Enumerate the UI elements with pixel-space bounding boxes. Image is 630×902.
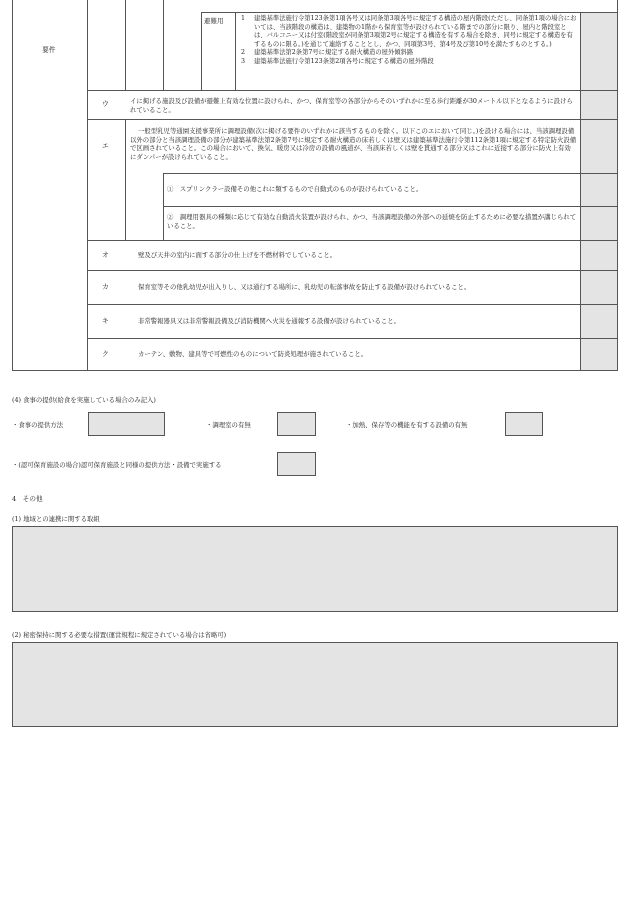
community-label: (1) 地域との連携に関する取組 — [12, 515, 100, 523]
privacy-field[interactable] — [12, 642, 618, 727]
meal-heading: (4) 食事の提供(給食を実施している場合のみ記入) — [12, 396, 156, 404]
item-text: 建築基準法施行令第123条第1項各号又は同条第3項各号に規定する構造の屋内階段(ただし、同条第1項の場合においては、当該階段の構造は、建築物の1階から保育室等が設けられている階までの部分に限り、屋内と階段室とは、バルコニー又は付室(階段室が同条第3項第2号に規定する構造を有する場合を除き、同号に規定する構造を有するものに限る。)を通じて連絡することとし、かつ、同項第3号、第4号及び第10号を満たすものとする。) — [254, 15, 577, 48]
row-text-u: イに掲げる施設及び設備が避難上有効な位置に設けられ、かつ、保育室等の各部分からそのいずれかに至る歩行距離が30メートル以下となるように設けられていること。 — [130, 97, 573, 114]
sub-text: スプリンクラー設備その他これに類するもので自動式のものが設けられていること。 — [179, 185, 423, 193]
row-e2 — [167, 213, 577, 230]
heating-label: ・加熱、保存等の機能を有する設備の有無 — [346, 421, 468, 429]
row-label-o: オ — [102, 251, 109, 259]
community-field[interactable] — [12, 526, 618, 612]
heating-field[interactable] — [505, 412, 543, 436]
row-text-ku: カーテン、敷物、建具等で可燃性のものについて防炎処理が施されていること。 — [138, 350, 368, 358]
certified-field[interactable] — [277, 452, 316, 476]
meal-method-field[interactable] — [88, 412, 165, 436]
item-text: 建築基準法施行令第123条第2項各号に規定する構造の屋外階段 — [254, 57, 434, 65]
evacuation-items — [241, 15, 577, 67]
row-label-ka: カ — [102, 283, 109, 291]
check-column[interactable] — [580, 12, 618, 370]
sub-number: ① — [167, 185, 174, 193]
other-heading: 4 その他 — [12, 495, 43, 503]
item-number: 1 — [241, 15, 246, 22]
evacuation-item — [241, 58, 577, 67]
item-number: 3 — [241, 57, 246, 65]
item-text: 建築基準法第2条第7号に規定する耐火構造の屋外傾斜路 — [254, 49, 414, 57]
row-text-e: 一般型乳児等通園支援事業所に調理設備(次に掲げる要件のいずれかに該当するものを除く。以下このエにおいて同じ。)を設ける場合には、当該調理設備以外の部分と当該調理設備の部分が建築基準法第2条第7号に規定する耐火構造の床若しくは壁又は建築基準法施行令第112条第1項に規定する特定防火設備で区画されていること。この場合において、換気、暖房又は冷房の設備の風道が、当該床若しくは壁を貫通する部分又はこれに近接する部分に防火上有効にダンパーが設けられていること。 — [130, 127, 577, 161]
sub-text: 調理用器具の種類に応じて有効な自動消火装置が設けられ、かつ、当該調理設備の外部への延焼を防止するために必要な措置が講じられていること。 — [167, 213, 577, 230]
row-e1 — [167, 185, 575, 194]
certified-label: ・(認可保育施設の場合)認可保育施設と同様の提供方法・設備で実施する — [12, 461, 222, 469]
evacuation-label: 避難用 — [204, 17, 224, 25]
kitchen-label: ・調理室の有無 — [206, 421, 251, 429]
sub-number: ② — [167, 213, 174, 221]
item-number: 2 — [241, 49, 246, 57]
row-text-ki: 非常警報器具又は非常警報設備及び消防機関へ火災を通報する設備が設けられていること。 — [138, 317, 401, 325]
requirement-label: 要件 — [42, 46, 56, 54]
kitchen-field[interactable] — [277, 412, 316, 436]
row-text-o: 壁及び天井の室内に面する部分の仕上げを不燃材料でしていること。 — [138, 251, 337, 259]
row-label-u: ウ — [102, 100, 109, 108]
evacuation-item — [241, 49, 577, 58]
row-label-ku: ク — [102, 350, 109, 358]
privacy-label: (2) 秘密保持に関する必要な措置(運営規程に規定されている場合は省略可) — [12, 631, 227, 639]
meal-method-label: ・食事の提供方法 — [12, 421, 64, 429]
row-label-e: エ — [102, 142, 109, 150]
row-label-ki: キ — [102, 317, 109, 325]
row-text-ka: 保育室等その他乳幼児が出入りし、又は通行する場所に、乳幼児の転落事故を防止する設備が設けられていること。 — [138, 283, 471, 291]
evacuation-item — [241, 15, 577, 49]
